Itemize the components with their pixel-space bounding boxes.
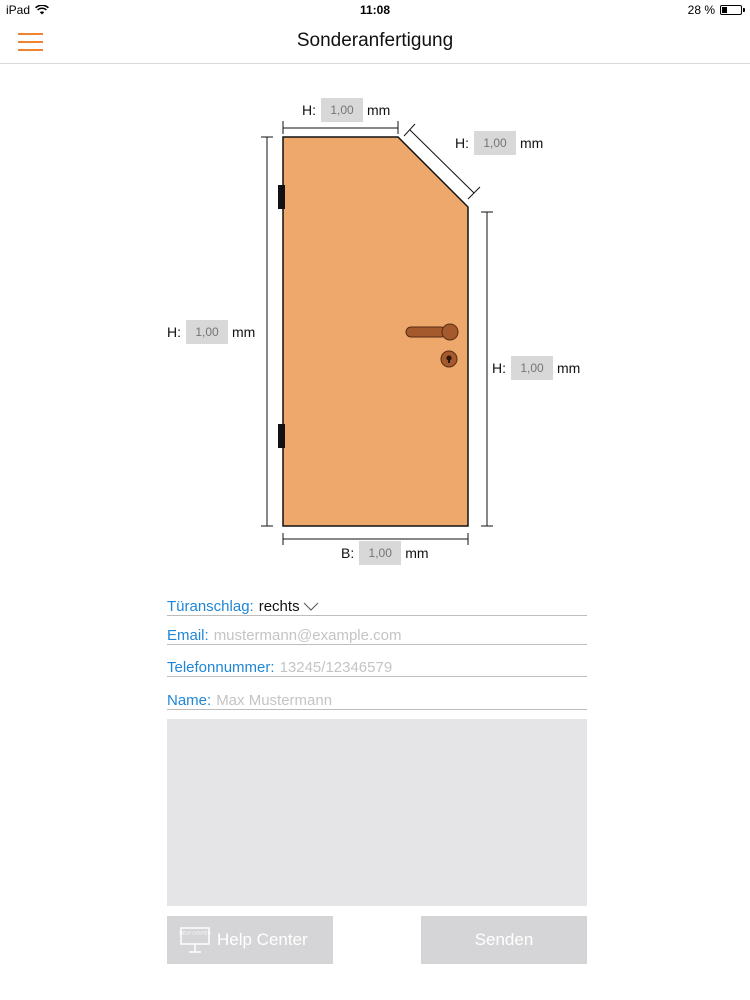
dim-right-height-unit: mm: [557, 360, 581, 376]
dim-bottom-width-input[interactable]: [359, 541, 401, 565]
help-center-button[interactable]: [167, 916, 333, 964]
dim-left-height-label: H:: [167, 324, 181, 340]
opening-label: Türanschlag:: [167, 598, 254, 615]
battery-icon: [720, 5, 742, 15]
help-icon-text-1: HELP CENTER: [179, 930, 211, 936]
dim-diagonal-unit: mm: [520, 135, 544, 151]
dim-left-height: [167, 320, 255, 344]
hinge-top: [278, 185, 285, 209]
dim-top-width-unit: mm: [367, 102, 391, 118]
help-center-label: Help Center: [217, 930, 308, 949]
send-button[interactable]: Senden: [421, 916, 587, 964]
opening-select[interactable]: [259, 598, 319, 615]
device-name: iPad: [6, 3, 31, 17]
door-diagram: [0, 64, 750, 584]
email-row: [167, 620, 587, 645]
dim-bottom-width-label: B:: [341, 545, 355, 561]
dim-right-height-input[interactable]: [511, 356, 553, 380]
email-label: Email:: [167, 627, 209, 644]
opening-value: rechts: [258, 598, 300, 615]
name-field[interactable]: [216, 692, 587, 709]
phone-row: [167, 652, 587, 677]
dim-diagonal-label: H:: [455, 135, 469, 151]
dim-top-width: [302, 98, 390, 122]
dim-left-height-unit: mm: [232, 324, 256, 340]
door-drawing: [0, 64, 750, 584]
nav-bar: [0, 20, 750, 64]
hinge-bottom: [278, 424, 285, 448]
chevron-down-icon: [303, 602, 319, 612]
dim-top-width-input[interactable]: [321, 98, 363, 122]
status-bar: [0, 0, 750, 20]
message-textarea[interactable]: [167, 719, 587, 906]
name-row: [167, 684, 587, 710]
name-label: Name:: [167, 692, 212, 709]
phone-field[interactable]: [280, 659, 587, 676]
phone-label: Telefonnummer:: [167, 659, 275, 676]
dim-top-width-label: H:: [302, 102, 316, 118]
dim-right-height-label: H:: [492, 360, 506, 376]
status-right: [688, 3, 742, 17]
dim-right-height: [492, 356, 580, 380]
page-title: Sonderanfertigung: [296, 30, 454, 51]
battery-percent: 28 %: [687, 3, 715, 17]
help-center-icon: [179, 926, 211, 954]
opening-row[interactable]: [167, 590, 587, 616]
dim-bottom-width-unit: mm: [405, 545, 429, 561]
email-field[interactable]: [214, 627, 587, 644]
dim-bottom-width: [341, 541, 429, 565]
dim-left-height-input[interactable]: [186, 320, 228, 344]
dim-diagonal-input[interactable]: [474, 131, 516, 155]
clock: 11:08: [359, 3, 391, 17]
dim-diagonal: [455, 131, 543, 155]
